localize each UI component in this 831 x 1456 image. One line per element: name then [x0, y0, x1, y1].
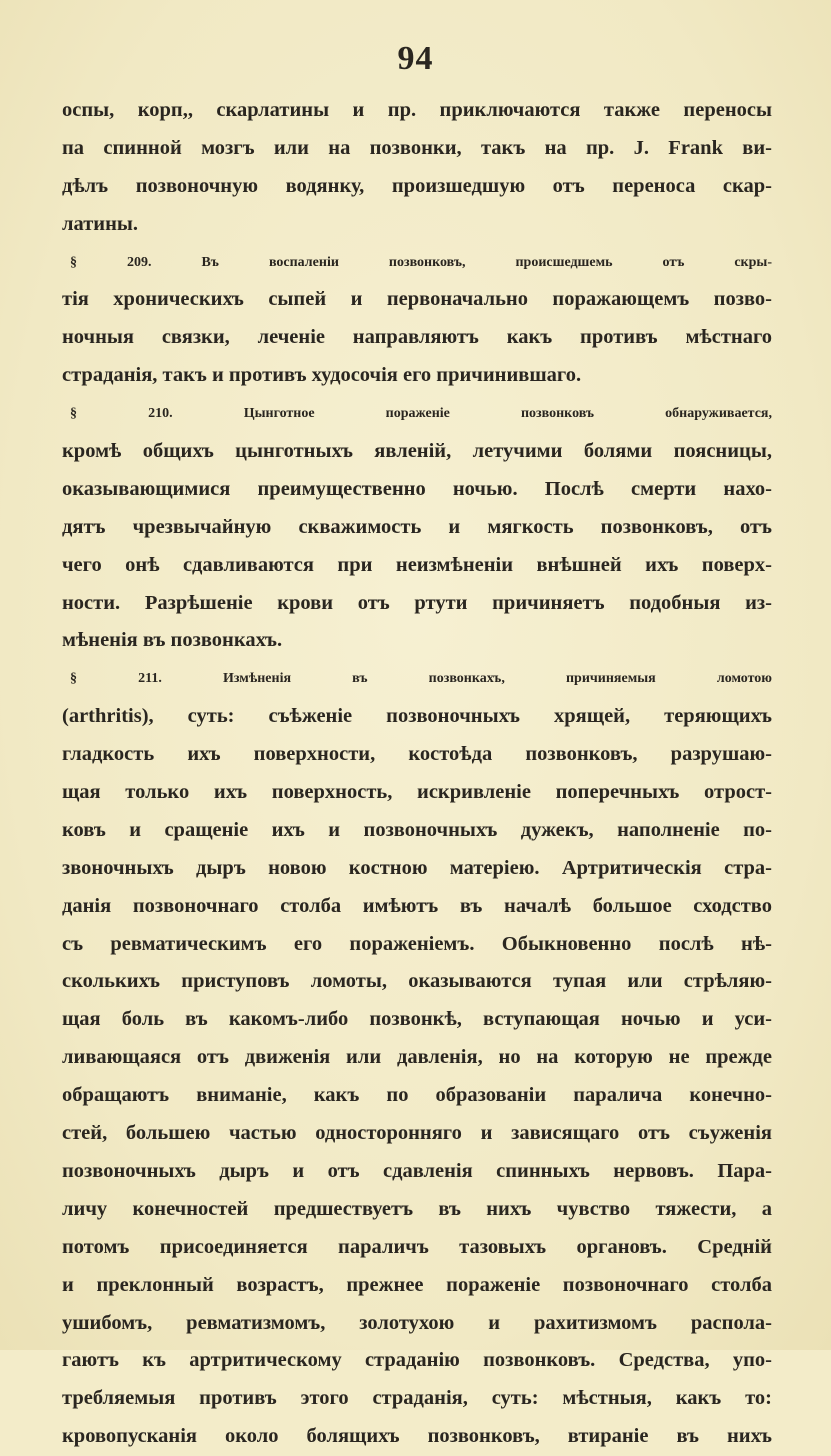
text-line: и преклонный возрастъ, прежнее пораженіе позвоночнаго столба: [62, 1273, 772, 1296]
text-line: дятъ чрезвычайную скважимость и мягкость позвонковъ, отъ: [62, 515, 772, 538]
text-line: щая только ихъ поверхность, искривленіе поперечныхъ отрост-: [62, 781, 772, 804]
text-line: данія позвоночнаго столба имѣютъ въ началѣ большое сходство: [62, 894, 772, 917]
paragraph-209-start: § 209. Въ воспаленіи позвонковъ, происшедшемь отъ скры-: [70, 254, 772, 270]
text-line: дѣлъ позвоночную водянку, произшедшую отъ переноса скар-: [62, 174, 772, 197]
text-line: потомъ присоединяется параличъ тазовыхъ органовъ. Средній: [62, 1235, 772, 1258]
text-line: оспы, корп,, скарлатины и пр. приключаются также переносы: [62, 99, 772, 121]
text-line: кромѣ общихъ цынготныхъ явленій, летучими болями поясницы,: [62, 440, 772, 463]
text-line: обращаютъ вниманіе, какъ по образованіи паралича конечно-: [62, 1084, 772, 1107]
text-line: гладкость ихъ поверхности, костоѣда позвонковъ, разрушаю-: [62, 743, 772, 766]
body-text: [62, 92, 772, 1456]
paragraph-211-start: § 211. Измѣненія въ позвонкахъ, причиняемыя ломотою: [70, 671, 772, 687]
text-line: ливающаяся отъ движенія или давленія, но на которую не прежде: [62, 1046, 772, 1069]
text-line: страданія, такъ и противъ худосочія его причинившаго.: [62, 364, 582, 387]
text-line: мѣненія въ позвонкахъ.: [62, 629, 283, 652]
page-number: 94: [397, 40, 434, 77]
text-line: звоночныхъ дыръ новою костною матеріею. Артритическія стра-: [62, 856, 772, 879]
text-line: щая боль въ какомъ-либо позвонкѣ, вступающая ночью и уси-: [62, 1008, 772, 1031]
text-line: оказывающимися преимущественно ночью. Послѣ смерти нахо-: [62, 477, 772, 500]
text-line: чего онѣ сдавливаются при неизмѣненіи внѣшней ихъ поверх-: [62, 553, 772, 576]
text-line: позвоночныхъ дыръ и отъ сдавленія спинныхъ нервовъ. Пара-: [62, 1159, 772, 1182]
text-line: тія хроническихъ сыпей и первоначально поражающемъ позво-: [62, 288, 772, 311]
text-line: требляемыя противъ этого страданія, суть: мѣстныя, какъ то:: [62, 1387, 772, 1410]
text-line: ковъ и сращеніе ихъ и позвоночныхъ дужекъ, наполненіе по-: [62, 818, 772, 841]
text-line: гаютъ къ артритическому страданію позвонковъ. Средства, упо-: [62, 1349, 772, 1372]
text-line: латины.: [62, 212, 139, 235]
text-line: ночныя связки, леченіе направляютъ какъ противъ мѣстнаго: [62, 326, 772, 349]
text-line: сколькихъ приступовъ ломоты, оказываются тупая или стрѣляю-: [62, 970, 772, 993]
paragraph-210-start: § 210. Цынготное пораженіе позвонковъ обнаруживается,: [70, 406, 772, 422]
text-line: ушибомъ, ревматизмомъ, золотухою и рахитизмомъ распола-: [62, 1311, 772, 1334]
text-line: стей, большею частью односторонняго и зависящаго отъ съуженія: [62, 1122, 772, 1145]
text-line: кровопусканія около болящихъ позвонковъ, втираніе въ нихъ: [62, 1425, 772, 1448]
text-line: (arthritis), суть: съѣженіе позвоночныхъ хрящей, теряющихъ: [62, 705, 772, 728]
text-line: личу конечностей предшествуетъ въ нихъ чувство тяжести, а: [62, 1197, 772, 1220]
text-line: па спинной мозгъ или на позвонки, такъ на пр. J. Frank ви-: [62, 136, 772, 159]
text-line: съ ревматическимъ его пораженіемъ. Обыкновенно послѣ нѣ-: [62, 932, 772, 955]
text-line: ности. Разрѣшеніе крови отъ ртути причиняетъ подобныя из-: [62, 591, 772, 614]
